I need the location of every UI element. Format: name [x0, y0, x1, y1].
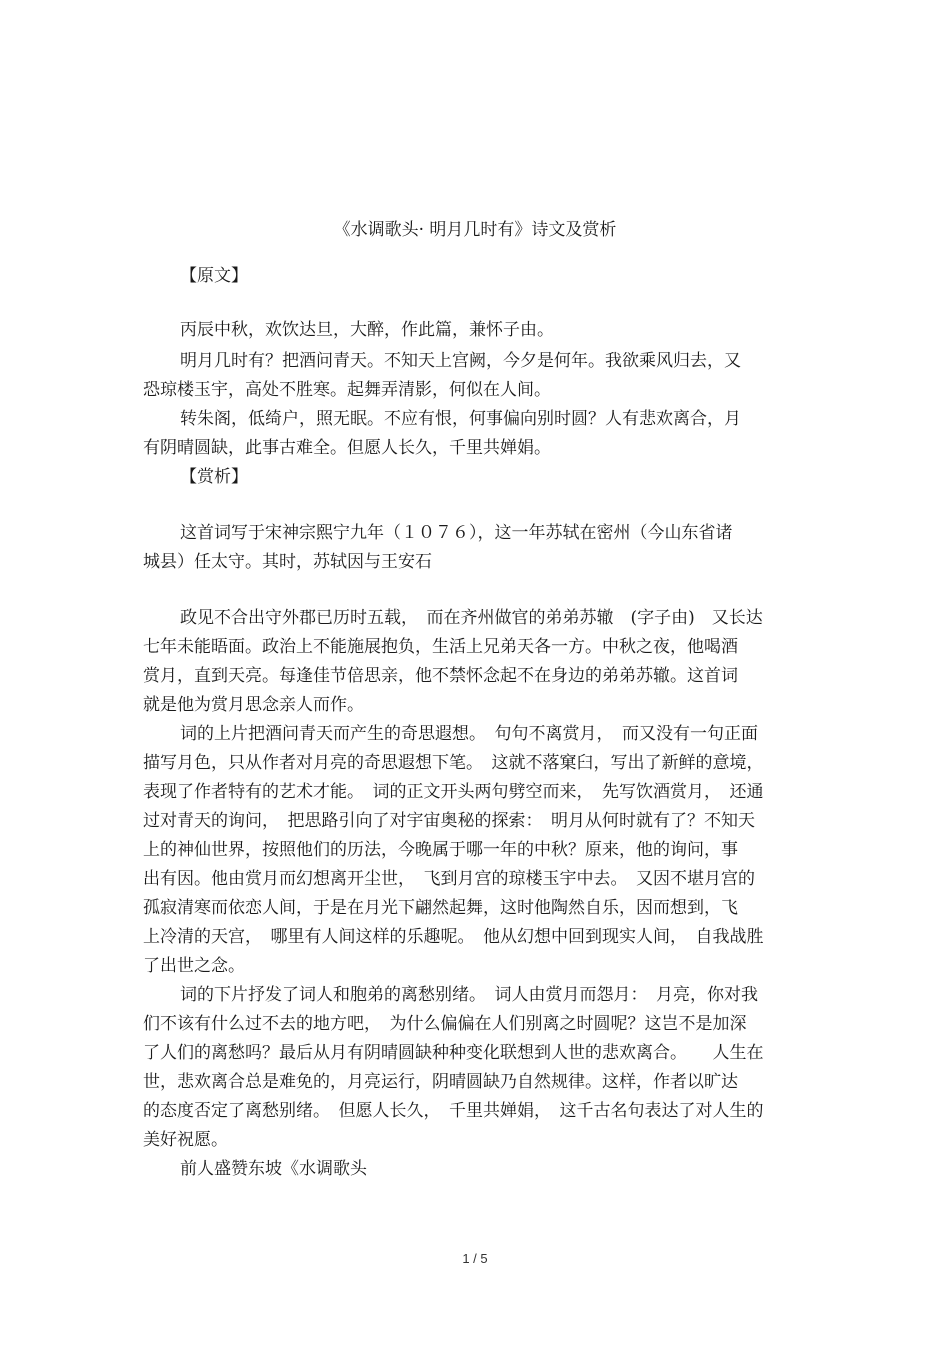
original-line: 丙辰中秋，欢饮达旦，大醉，作此篇，兼怀子由。 [180, 320, 554, 340]
analysis-intro-line: 这首词写于宋神宗熙宁九年（１０７６），这一年苏轼在密州（今山东省诸 [180, 523, 733, 543]
analysis-line: 就是他为赏月思念亲人而作。 [143, 695, 364, 715]
analysis-line: 上的神仙世界，按照他们的历法，今晚属于哪一年的中秋？原来，他的询问，事 [143, 840, 738, 860]
analysis-line: 上冷清的天宫， 哪里有人间这样的乐趣呢。 他从幻想中回到现实人间， 自我战胜 [143, 927, 764, 947]
analysis-line: 世，悲欢离合总是难免的，月亮运行，阴晴圆缺乃自然规律。这样，作者以旷达 [143, 1072, 738, 1092]
analysis-line: 赏月，直到天亮。每逢佳节倍思亲，他不禁怀念起不在身边的弟弟苏辙。这首词 [143, 666, 738, 686]
analysis-line: 词的下片抒发了词人和胞弟的离愁别绪。 词人由赏月而怨月： 月亮，你对我 [180, 985, 758, 1005]
analysis-line: 了人们的离愁吗？最后从月有阴晴圆缺种种变化联想到人世的悲欢离合。 人生在 [143, 1043, 764, 1063]
section-heading-analysis: 【赏析】 [180, 467, 248, 487]
analysis-line: 出有因。他由赏月而幻想离开尘世， 飞到月宫的琼楼玉宇中去。 又因不堪月宫的 [143, 869, 755, 889]
analysis-line: 表现了作者特有的艺术才能。 词的正文开头两句劈空而来， 先写饮酒赏月， 还通 [143, 782, 764, 802]
analysis-line: 的态度否定了离愁别绪。 但愿人长久， 千里共婵娟， 这千古名句表达了对人生的 [143, 1101, 764, 1121]
original-line: 明月几时有？把酒问青天。不知天上宫阙，今夕是何年。我欲乘风归去，又 [180, 351, 741, 371]
analysis-intro-line: 城县）任太守。其时，苏轼因与王安石 [143, 552, 432, 572]
original-line: 有阴晴圆缺，此事古难全。但愿人长久，千里共婵娟。 [143, 438, 551, 458]
analysis-line: 前人盛赞东坡《水调歌头 [180, 1159, 367, 1179]
analysis-line: 过对青天的询问， 把思路引向了对宇宙奥秘的探索： 明月从何时就有了？不知天 [143, 811, 755, 831]
analysis-line: 政见不合出守外郡已历时五载， 而在齐州做官的弟弟苏辙 (字子由) 又长达 [180, 608, 763, 628]
page-number: 1 / 5 [462, 1251, 488, 1266]
analysis-line: 七年未能晤面。政治上不能施展抱负，生活上兄弟天各一方。中秋之夜，他喝酒 [143, 637, 738, 657]
analysis-line: 了出世之念。 [143, 956, 245, 976]
original-line: 恐琼楼玉宇，高处不胜寒。起舞弄清影，何似在人间。 [143, 380, 551, 400]
section-heading-original: 【原文】 [180, 266, 248, 286]
analysis-line: 词的上片把酒问青天而产生的奇思遐想。 句句不离赏月， 而又没有一句正面 [180, 724, 758, 744]
analysis-line: 孤寂清寒而依恋人间，于是在月光下翩然起舞，这时他陶然自乐，因而想到，飞 [143, 898, 738, 918]
original-line: 转朱阁，低绮户，照无眠。不应有恨，何事偏向别时圆？人有悲欢离合，月 [180, 409, 741, 429]
analysis-line: 美好祝愿。 [143, 1130, 228, 1150]
analysis-line: 们不该有什么过不去的地方吧， 为什么偏偏在人们别离之时圆呢？这岂不是加深 [143, 1014, 747, 1034]
document-title: 《水调歌头· 明月几时有》诗文及赏析 [333, 220, 617, 240]
analysis-line: 描写月色，只从作者对月亮的奇思遐想下笔。 这就不落窠臼，写出了新鲜的意境， [143, 753, 764, 773]
